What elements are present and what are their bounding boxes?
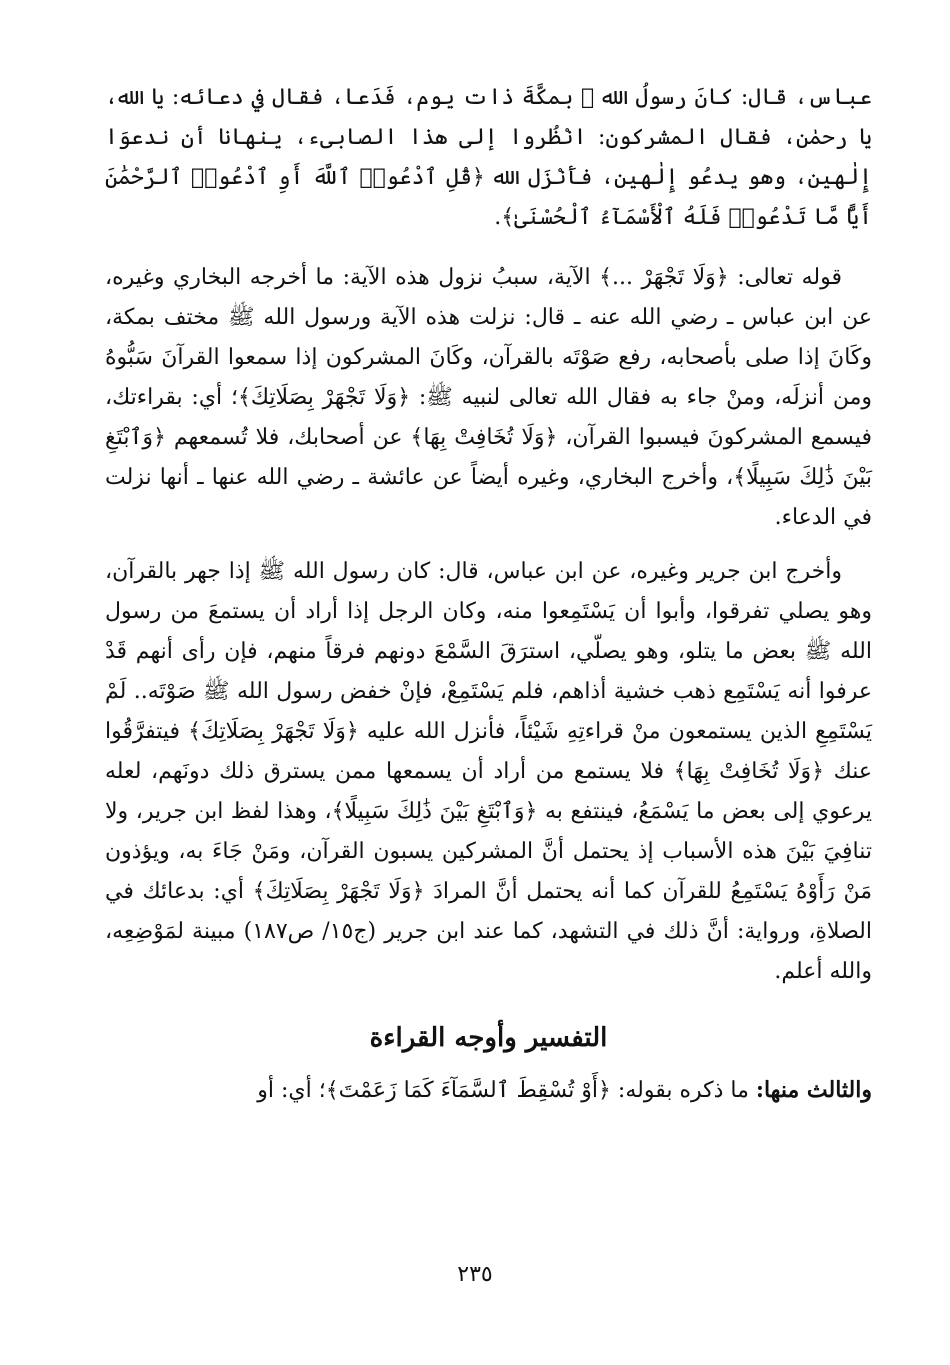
section-heading: التفسير وأوجه القراءة (369, 1023, 608, 1053)
page-number: ٢٣٥ (457, 1262, 493, 1287)
paragraph-3: وأخرج ابن جرير وغيره، عن ابن عباس، قال: كان رسول الله ﷺ إذا جهر بالقرآن، وهو يصلي تفرقوا، وأبوا أن يَسْتَمِعوا منه، وكان الرجل إذا أراد أن يستمعَ من رسول الله ﷺ بعض ما يتلو، وهو يصلّي، استرَقَ السَّمْعَ دونهم فرقاً منهم، فإن رأى أنهم قَدْ عرفوا أنه يَسْتَمِع ذهب خشية أذاهم، فلم يَسْتَمِعْ، فإنْ خفض رسول الله ﷺ صَوْتَه.. لَمْ يَسْتَمِعِ الذين يستمعون منْ قراءتِهِ شَيْئاً، فأنزل الله عليه ﴿وَلَا تَجْهَرْ بِصَلَاتِكَ﴾ فيتفرَّقُوا عنك ﴿وَلَا تُخَافِتْ بِهَا﴾ فلا يستمع من أراد أن يسمعها ممن يسترق ذلك دونَهم، لعله يرعوي إلى بعض ما يَسْمَعُ، فينتفع به ﴿وَٱبْتَغِ بَيْنَ ذَٰلِكَ سَبِيلًا﴾، وهذا لفظ ابن جرير، ولا تنافِيَ بَيْنَ هذه الأسباب إذ يحتمل أنَّ المشركين يسبون القرآن، ومَنْ جَاءَ به، ويؤذون مَنْ رَأَوْهُ يَسْتَمِعُ للقرآن كما أنه يحتمل أنَّ المرادَ ﴿وَلَا تَجْهَرْ بِصَلَاتِكَ﴾ أي: بدعائك في الصلاةِ، ورواية: أنَّ ذلك في التشهد، كما عند ابن جرير (ج١٥/ ص١٨٧) مبينة لمَوْضِعِه، والله أعلم. (105, 559, 872, 984)
paragraph-1: عباس، قال: كانَ رسولُ الله ﷺ بمكَّةَ ذات يوم، فَدَعا، فقال في دعائه: يا الله، يا رحمٰن، فقال المشركون: انْظُروا إلى هذا الصابىء، ينهانا أن ندعوَا إِلٰهين، وهو يدعُو إِلٰهين، فأَنْزَل الله ﴿قُلِ ٱدْعُوا۟ ٱللَّهَ أَوِ ٱدْعُوا۟ ٱلرَّحْمَٰنَ أَيًّا مَّا تَدْعُوا۟ فَلَهُ ٱلْأَسْمَآءُ ٱلْحُسْنَىٰ﴾. (105, 85, 873, 230)
paragraph-2: قوله تعالى: ﴿وَلَا تَجْهَرْ ...﴾ الآية، سببُ نزول هذه الآية: ما أخرجه البخاري وغيره، عن ابن عباس ـ رضي الله عنه ـ قال: نزلت هذه الآية ورسول الله ﷺ مختف بمكة، وكَانَ إذا صلى بأصحابه، رفع صَوْتَه بالقرآن، وكَانَ المشركون إذا سمعوا القرآنَ سَبُّوهُ ومن أنزلَه، ومنْ جاء به فقال الله تعالى لنبيه ﷺ: ﴿وَلَا تَجْهَرْ بِصَلَاتِكَ﴾؛ أي: بقراءتك، فيسمع المشركونَ فيسبوا القرآن، ﴿وَلَا تُخَافِتْ بِهَا﴾ عن أصحابك، فلا تُسمعهم ﴿وَٱبْتَغِ بَيْنَ ذَٰلِكَ سَبِيلًا﴾، وأخرج البخاري، وغيره أيضاً عن عائشة ـ رضي الله عنها ـ أنها نزلت في الدعاء. (105, 265, 872, 530)
paragraph-4-lead: والثالث منها: (755, 1077, 872, 1103)
paragraph-4-text: ما ذكره بقوله: ﴿أَوْ تُسْقِطَ ٱلسَّمَآءَ كَمَا زَعَمْتَ﴾؛ أي: أو (257, 1078, 756, 1103)
paragraph-4 (105, 1070, 872, 1111)
